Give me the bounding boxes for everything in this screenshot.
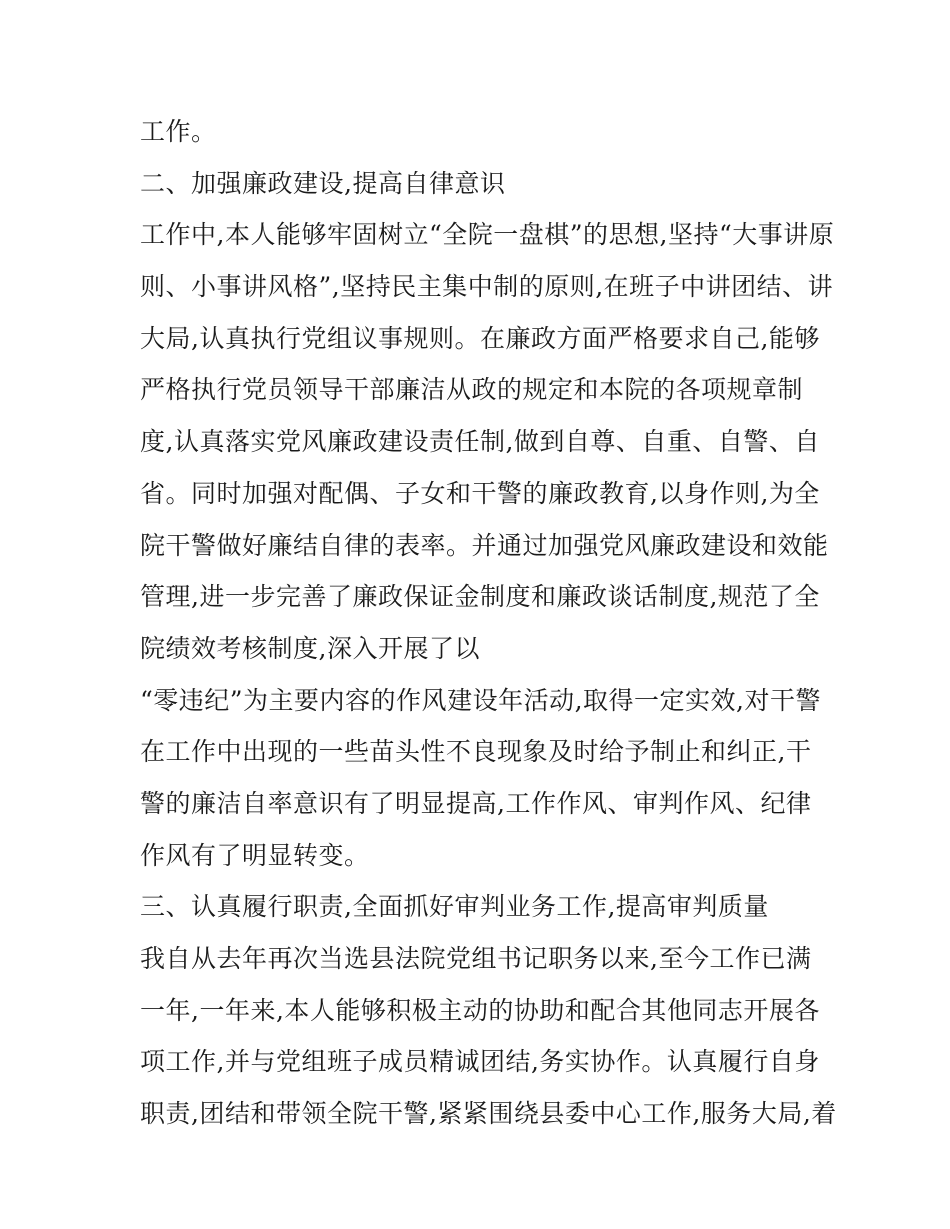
text-line: 则、小事讲风格”,坚持民主集中制的原则,在班子中讲团结、讲: [140, 272, 834, 302]
text-line: 工作。: [140, 117, 217, 146]
text-line: 在工作中出现的一些苗头性不良现象及时给予制止和纠正,干: [140, 737, 812, 767]
text-line: 职责,团结和带领全院干警,紧紧围绕县委中心工作,服务大局,着: [140, 1099, 837, 1129]
text-line: 院干警做好廉结自律的表率。并通过加强党风廉政建设和效能: [140, 530, 829, 560]
body-text: [140, 106, 837, 1140]
section-heading: 三、认真履行职责,全面抓好审判业务工作,提高审判质量: [140, 892, 769, 922]
text-line: 项工作,并与党组班子成员精诚团结,务实协作。认真履行自身: [140, 1047, 820, 1077]
text-line: 度,认真落实党风廉政建设责任制,做到自尊、自重、自警、自: [140, 427, 820, 457]
text-line: 省。同时加强对配偶、子女和干警的廉政教育,以身作则,为全: [140, 478, 820, 508]
text-line: 我自从去年再次当选县法院党组书记职务以来,至今工作已满: [140, 944, 812, 973]
text-line: 工作中,本人能够牢固树立“全院一盘棋”的思想,坚持“大事讲原: [140, 220, 835, 250]
text-line: 院绩效考核制度,深入开展了以: [140, 633, 480, 663]
section-heading: 二、加强廉政建设,提高自律意识: [140, 168, 506, 198]
text-line: 严格执行党员领导干部廉洁从政的规定和本院的各项规章制: [140, 375, 804, 405]
text-line: “零违纪”为主要内容的作风建设年活动,取得一定实效,对干警: [140, 685, 821, 715]
text-line: 大局,认真执行党组议事规则。在廉政方面严格要求自己,能够: [140, 323, 820, 353]
text-line: 一年,一年来,本人能够积极主动的协助和配合其他同志开展各: [140, 995, 820, 1025]
text-line: 作风有了明显转变。: [140, 840, 370, 870]
text-line: 管理,进一步完善了廉政保证金制度和廉政谈话制度,规范了全: [140, 582, 820, 612]
text-line: 警的廉洁自率意识有了明显提高,工作作风、审判作风、纪律: [140, 788, 812, 818]
